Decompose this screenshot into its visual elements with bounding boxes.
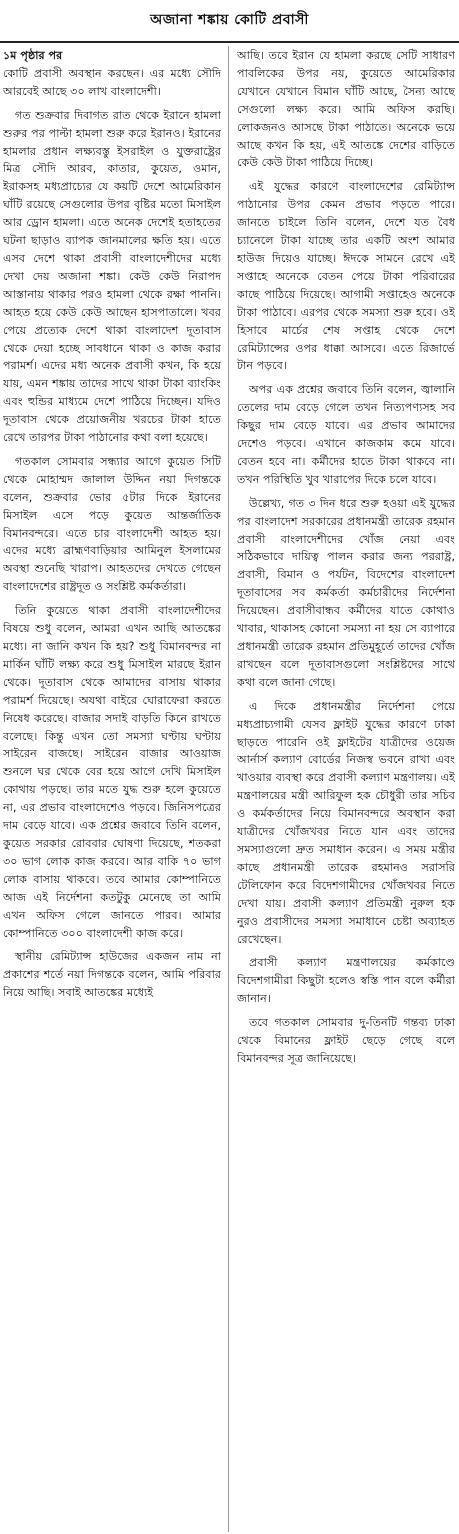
article-paragraph: তবে গতকাল সোমবার দু-তিনটি গন্তব্য ঢাকা থেকে বিমানের ফ্লাইট ছেড়ে গেছে বলে বিমানবন্দর সূত্র জানিয়েছে।	[237, 1016, 455, 1065]
article-headline: অজানা শঙ্কায় কোটি প্রবাসী	[150, 12, 309, 28]
article-paragraph: উল্লেখ্য, গত ৩ দিন ধরে শুরু হওয়া এই যুদ্ধের পর বাংলাদেশ সরকারের প্রধানমন্ত্রী তারেক রহমান প্রবাসী বাংলাদেশীদের খোঁজ নেয়া এবং সঠিকভাবে দায়িত্ব পালন করার জন্য পররাষ্ট্র, প্রবাসী, বিমান ও পর্যটন, বিদেশের বাংলাদেশ দূতাবাসের সব কর্মকর্তা কর্মচারীদের নির্দেশনা দিয়েছেন। প্রবাসীবান্ধব কর্মীদের যাতে কোথাও খাবার, থাকাসহ কোনো সমস্যা না হয় সে ব্যাপারে প্রধানমন্ত্রী তারেক রহমান প্রতিমুহূর্তে তাদের খোঁজ রাখছেন বলে দূতাবাসগুলো সংশ্লিষ্টদের সাথে কথা বলে জানা গেছে।	[237, 496, 455, 689]
article-paragraph: গতকাল সোমবার সন্ধ্যার আগে কুয়েত সিটি থেকে মোহাম্মদ জালাল উদ্দিন নয়া দিগন্তকে বলেন, শুক্রবার ভোর ৫টার দিকে ইরানের মিসাইল এসে পড়ে কুয়েত আন্তর্জাতিক বিমানবন্দরে। এতে চার বাংলাদেশী আহত হয়। এদের মধ্যে ব্রাহ্মণবাড়িয়ার আমিনুল ইসলামের অবস্থা শুনেছি খারাপ। আহতদের দেখতে গেছেন বাংলাদেশের রাষ্ট্রদূত ও সংশ্লিষ্ট কর্মকর্তারা।	[3, 454, 221, 594]
article-paragraph: আছি। তবে ইরান যে হামলা করছে সেটি সাধারণ পাবলিকের উপর নয়, কুয়েতে আমেরিকার যেখানে যেখানে বিমান ঘাঁটি আছে, সৈন্য আছে সেগুলো লক্ষ্য করে। আমি অফিস করছি। লোকজনও আসছে টাকা পাঠাতে। অনেকে ভয়ে আছে কখন কি হয়, এই আতঙ্কে দেশের বাড়িতে কেউ কেউ টাকা পাঠিয়ে দিচ্ছে।	[237, 49, 455, 170]
column-divider	[228, 46, 229, 1532]
article-paragraph: তিনি কুয়েতে থাকা প্রবাসী বাংলাদেশীদের বিষয়ে শুধু বলেন, আমরা এখন আছি আতঙ্কের মধ্যে। না জানি কখন কি হয়? শুধু বিমানবন্দর না মার্কিন ঘাঁটি লক্ষ্য করে শুধু মিসাইল মারছে ইরান থেকে। দূতাবাস থেকে আমাদের বাসায় থাকার পরামর্শ দিয়েছে। অযথা বাইরে ঘোরাফেরা করতে নিষেধ করেছে। বাজার সদাই বাড়তি কিনে রাখতে বলেছে। কিন্তু এখন তো সমস্যা ঘণ্টায় ঘণ্টায় সাইরেন বাজছে। সাইরেন বাজার আওয়াজ শুনলে ঘর থেকে বের হয়ে আগে দেখি মিসাইল কোথায় পড়ছে। তার মতে যুদ্ধ শুরু হলে কুয়েতে না, এর প্রভাব বাংলাদেশেও পড়বে। জিনিসপত্রের দাম বেড়ে যাবে। এক প্রশ্নের জবাবে তিনি বলেন, কুয়েত সরকার রোববার ঘোষণা দিয়েছে, শতকরা ৩০ ভাগ লোক কাজ করবে। আর বাকি ৭০ ভাগ লোক বাসায় থাকবে। তবে আমার কোম্পানিতে আজ এই নির্দেশনা কতটুকু মেনেছে তা আমি এখন অফিস গেলে জানতে পারব। আমার কোম্পানিতে ৩০০ বাংলাদেশী কাজ করে।	[3, 604, 221, 940]
article-paragraph: অপর এক প্রশ্নের জবাবে তিনি বলেন, জ্বালানি তেলের দাম বেড়ে গেলে তখন নিত্যপণ্যসহ সব কিছুর দাম বেড়ে যাবে। এর প্রভাব আমাদের দেশেও পড়বে। এখানে কাজকাম কমে যাবে। বেতন হবে না। কর্মীদের হাতে টাকা থাকবে না। তখন পরিস্থিতি খুব খারাপের দিকে চলে যাবে।	[237, 383, 455, 486]
article-paragraph: স্থানীয় রেমিট্যান্স হাউজের একজন নাম না প্রকাশের শর্তে নয়া দিগন্তকে বলেন, আমি পরিবার নিয়ে আছি। সবাই আতঙ্কের মধ্যেই	[3, 950, 221, 1000]
article-column-right	[237, 47, 455, 1532]
article-paragraph: গত শুক্রবার দিবাগত রাত থেকে ইরানে হামলা শুরুর পর পাল্টা হামলা শুরু করে ইরানও। ইরানের হামলার প্রধান লক্ষ্যবস্তু ইসরাইল ও যুক্তরাষ্ট্রের মিত্র সৌদি আরব, কাতার, কুয়েত, ওমান, ইরাকসহ মধ্যপ্রাচ্যের যে কয়টি দেশে আমেরিকান ঘাঁটি রয়েছে সেগুলোর উপর বৃষ্টির মতো মিসাইল আর ড্রোন হামলা। এতে অনেক দেশেই হতাহতের ঘটনা ছাড়াও ব্যাপক জানমালের ক্ষতি হয়। এতে এসব দেশে থাকা প্রবাসী বাংলাদেশীদের মধ্যে দেখা দেয় অজানা শঙ্কা। কেউ কেউ নিরাপদ আস্তানায় থাকার পরও হামলা থেকে রক্ষা পাননি। আহত হয়ে কেউ কেউ আছেন হাসপাতালে। খবর পেয়ে প্রত্যেক দেশে থাকা বাংলাদেশ দূতাবাস থেকে দেয়া হচ্ছে সাবধানে থাকা ও কাজ করার পরামর্শ। এদের মধ্য অনেক প্রবাসী কখন, কি হয়ে যায়, এমন শঙ্কায় তাদের সাথে থাকা টাকা ব্যাংকিং এবং হুন্ডির মাধ্যমে দেশে পাঠিয়ে দিচ্ছেন। যদিও দূতাবাস থেকে প্রয়োজনীয় খরচের টাকা হাতে রেখে তারপর টাকা পাঠানোর কথা বলা হয়েছে।	[3, 108, 221, 445]
article-paragraph: কোটি প্রবাসী অবস্থান করছেন। এর মধ্যে সৌদি আরবেই আছে ৩০ লাখ বাংলাদেশী।	[3, 66, 221, 98]
article-paragraph: এ দিকে প্রধানমন্ত্রীর নির্দেশনা পেয়ে মধ্যপ্রাচ্যগামী যেসব ফ্লাইট যুদ্ধের কারণে ঢাকা ছাড়তে পারেনি ওই ফ্লাইটের যাত্রীদের ওয়েজ আর্নার্স কল্যাণ বোর্ডের নিজস্ব ভবনে রাখা এবং খাওয়ার ব্যবস্থা করে প্রবাসী কল্যাণ মন্ত্রণালয়। এই মন্ত্রণালয়ের মন্ত্রী আরিফুল হক চৌধুরী তার সচিব ও কর্মকর্তাদের নিয়ে বিমানবন্দরে অবস্থান করা যাত্রীদের খোঁজখবর নিতে যান এবং তাদের সমস্যাগুলো দ্রুত সমাধান করেন। এ সময় মন্ত্রীর কাছে প্রধানমন্ত্রী তারেক রহমানও সরাসরি টেলিফোন করে বিদেশগামীদের খোঁজখবর নিতে দেখা যায়। প্রবাসী কল্যাণ প্রতিমন্ত্রী নুরুল হক নুরও প্রবাসীদের সমস্যা সমাধানে চেষ্টা অব্যাহত রেখেছেন।	[237, 699, 455, 946]
article-paragraph: এই যুদ্ধের কারণে বাংলাদেশের রেমিট্যান্স পাঠানোর উপর কেমন প্রভাব পড়তে পারে। জানতে চাইলে তিনি বলেন, দেশে যত বৈধ চ্যানেলে টাকা যাচ্ছে তার একটি অংশ আমার হাউজ দিয়েও যাচ্ছে। ঈদকে সামনে রেখে এই সপ্তাহে অনেকে বেতন পেয়ে টাকা পরিবারের কাছে পাঠিয়ে দিয়েছে। আগামী সপ্তাহেও অনেকে টাকা পাঠাবে। এরপর থেকে সমস্যা শুরু হবে। ওই হিসাবে মার্চের শেষ সপ্তাহ থেকে দেশে রেমিট্যান্সের ওপর ধাক্কা আসবে। এতে রিজার্ভে টান পড়বে।	[237, 180, 455, 373]
jump-label: ১ম পৃষ্ঠার পর	[3, 49, 63, 62]
article-column-left	[3, 47, 221, 1532]
article-paragraph: প্রবাসী কল্যাণ মন্ত্রণালয়ের কর্মকাণ্ডে বিদেশগামীরা কিছুটা হলেও স্বস্তি পান বলে কর্মীরা জানান।	[237, 956, 455, 1006]
headline-rule	[0, 41, 459, 43]
